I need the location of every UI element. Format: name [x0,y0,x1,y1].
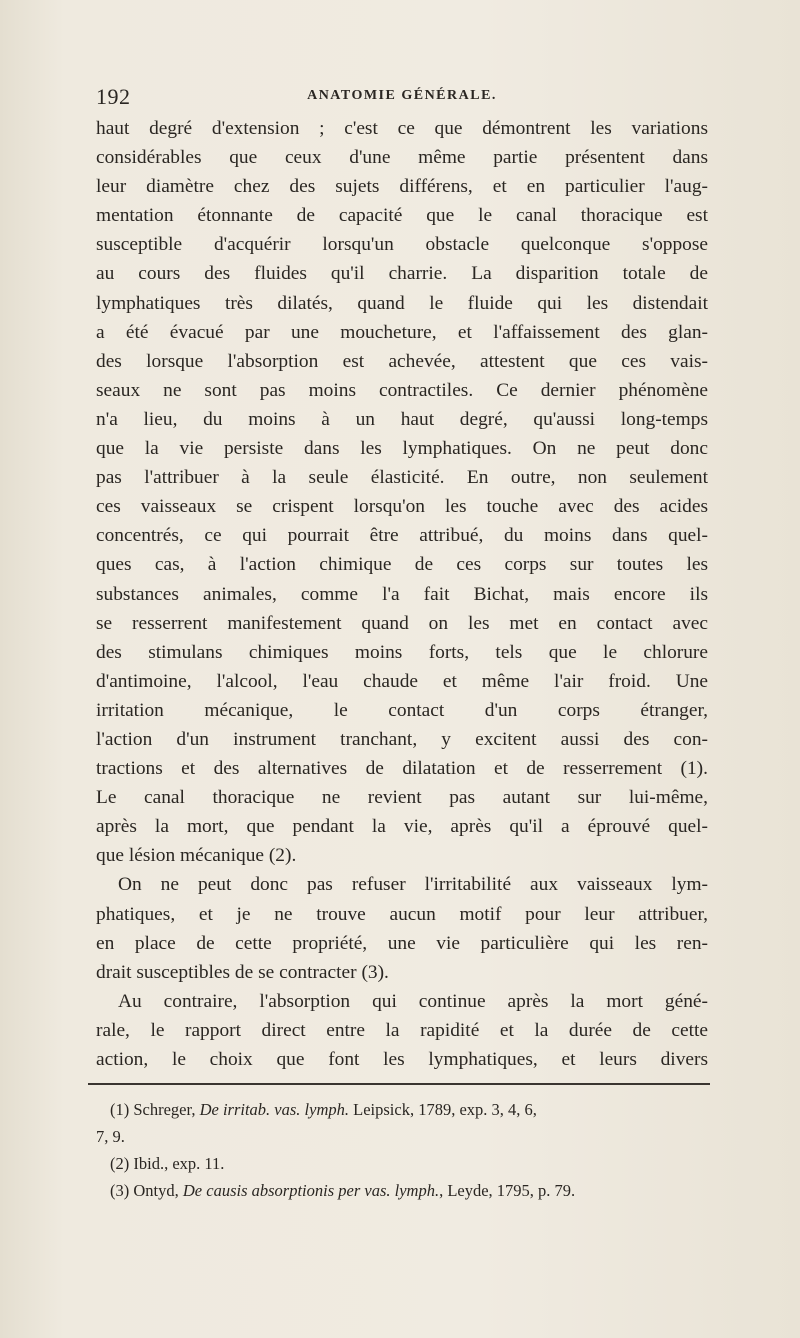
text-line: mentation étonnante de capacité que le canal thoracique est [96,205,708,227]
text-line: Au contraire, l'absorption qui continue après la mort géné- [118,990,708,1012]
footnote-3-author: (3) Ontyd, [110,1181,183,1200]
footnote-1-rest: Leipsick, 1789, exp. 3, 4, 6, [349,1100,537,1119]
footnote-1 [96,1096,716,1123]
text-line: phatiques, et je ne trouve aucun motif pour leur attribuer, [96,903,708,925]
text-line: seaux ne sont pas moins contractiles. Ce dernier phénomène [96,379,708,401]
footnote-3 [96,1177,716,1204]
text-line: Le canal thoracique ne revient pas autant sur lui-même, [96,787,708,809]
text-line: On ne peut donc pas refuser l'irritabilité aux vaisseaux lym- [118,874,708,896]
footnote-1-title: De irritab. vas. lymph. [199,1100,349,1119]
text-line: a été évacué par une moucheture, et l'affaissement des glan- [96,321,708,343]
text-line: l'action d'un instrument tranchant, y excitent aussi des con- [96,728,708,750]
text-line: ces vaisseaux se crispent lorsqu'on les touche avec des acides [96,496,708,518]
footnote-3-rest: , Leyde, 1795, p. 79. [439,1181,576,1200]
text-line: action, le choix que font les lymphatiques, et leurs divers [96,1049,708,1070]
footnote-divider [88,1083,710,1085]
text-line: leur diamètre chez des sujets différens, et en particulier l'aug- [96,176,708,198]
text-line: considérables que ceux d'une même partie présentent dans [96,147,708,169]
footnote-3-title: De causis absorptionis per vas. lymph. [182,1181,440,1200]
text-line: concentrés, ce qui pourrait être attribué, du moins dans quel- [96,525,708,547]
text-line: d'antimoine, l'alcool, l'eau chaude et même l'air froid. Une [96,670,708,692]
footnote-2: (2) Ibid., exp. 11. [110,1154,225,1173]
text-line: substances animales, comme l'a fait Bichat, mais encore ils [96,583,708,605]
text-line: pas l'attribuer à la seule élasticité. En outre, non seulement [96,467,708,489]
page-number: 192 [96,84,131,109]
text-line: au cours des fluides qu'il charrie. La disparition totale de [96,263,708,285]
text-line: susceptible d'acquérir lorsqu'un obstacle quelconque s'oppose [96,234,708,256]
text-line: des stimulans chimiques moins forts, tels que le chlorure [96,641,708,663]
footnotes [96,1096,716,1204]
text-line: rale, le rapport direct entre la rapidité et la durée de cette [96,1019,708,1041]
text-line: irritation mécanique, le contact d'un corps étranger, [96,699,708,721]
text-line: n'a lieu, du moins à un haut degré, qu'aussi long-temps [96,408,708,430]
footnote-1-author: (1) Schreger, [110,1100,200,1119]
text-line: après la mort, que pendant la vie, après qu'il a éprouvé quel- [96,816,708,838]
text-line: se resserrent manifestement quand on les met en contact avec [96,612,708,634]
body-text [96,114,708,1074]
text-line: des lorsque l'absorption est achevée, attestent que ces vais- [96,350,708,372]
text-line: drait susceptibles de se contracter (3). [96,961,389,983]
text-line: lymphatiques très dilatés, quand le fluide qui les distendait [96,292,708,314]
text-line: en place de cette propriété, une vie particulière qui les ren- [96,932,708,954]
running-title: ANATOMIE GÉNÉRALE. [307,88,497,103]
text-line: ques cas, à l'action chimique de ces corps sur toutes les [96,554,708,576]
text-line: haut degré d'extension ; c'est ce que démontrent les variations [96,118,708,139]
page-header [96,84,708,114]
text-line: que la vie persiste dans les lymphatiques. On ne peut donc [96,438,708,460]
text-line: que lésion mécanique (2). [96,845,297,867]
text-line: tractions et des alternatives de dilatation et de resserrement (1). [96,758,708,780]
footnote-1-continuation: 7, 9. [96,1127,125,1146]
